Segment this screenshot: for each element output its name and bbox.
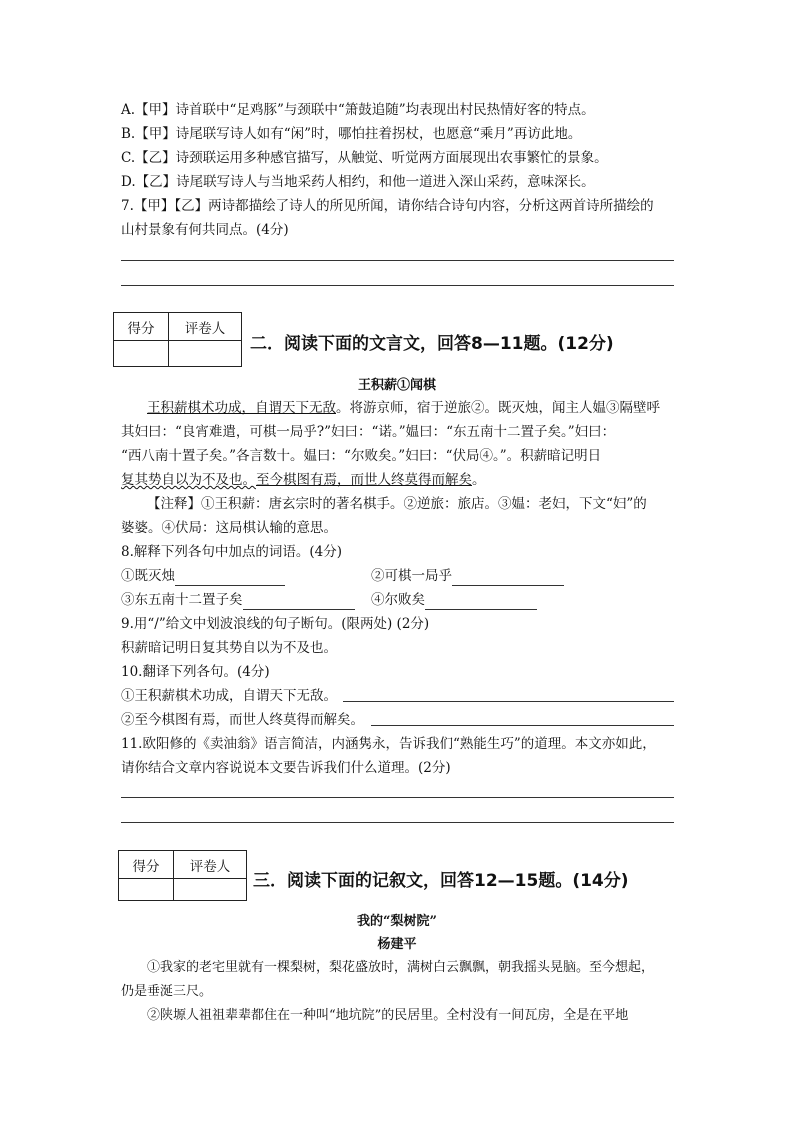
passage-line4: 复其势自以为不及也。至今棋图有焉，而世人终莫得而解矣。 [121,472,486,488]
answer-line[interactable] [121,822,674,823]
q8-item-1: ①既灭烛 [121,566,285,586]
q9-sentence: 积薪暗记明日复其势自以为不及也。 [121,640,337,656]
story-title: 我的“梨树院” [357,914,437,929]
question-8: 8.解释下列各句中加点的词语。(4分) [121,544,343,560]
question-9: 9.用“/”给文中划波浪线的句子断句。(限两处) (2分) [121,616,430,632]
question-10: 10.翻译下列各句。(4分) [121,664,270,680]
story-para1-line1: ①我家的老宅里就有一棵梨树，梨花盛放时，满树白云飘飘，朝我摇头晃脑。至今想起， [147,960,655,975]
answer-line[interactable] [121,797,674,798]
section-3-heading: 三．阅读下面的记叙文，回答12—15题。(14分) [253,871,629,891]
q8-3-blank[interactable] [243,595,355,610]
annotation-line2: 婆婆。④伏局：这局棋认输的意思。 [121,520,337,536]
section-2-heading: 二．阅读下面的文言文，回答8—11题。(12分) [250,334,614,354]
q10-item-2: ②至今棋图有焉，而世人终莫得而解矣。 [121,712,364,728]
q8-1-blank[interactable] [175,571,285,586]
q8-item-2: ②可棋一局乎 [371,566,564,586]
score-cell[interactable] [119,879,174,901]
score-box [113,312,242,367]
wavy-sentence: 复其势自以为不及也。 [121,472,256,488]
question-11-line1: 11.欧阳修的《卖油翁》语言简洁，内涵隽永，告诉我们“熟能生巧”的道理。本文亦如此， [121,736,656,752]
q10-2-answer-line[interactable] [371,725,674,726]
reviewer-cell[interactable] [169,341,242,367]
question-7-line2: 山村景象有何共同点。(4分) [121,222,289,238]
score-box [118,850,247,901]
passage-title: 王积薪①闻棋 [357,378,436,393]
q8-2-blank[interactable] [452,571,564,586]
question-11-line2: 请你结合文章内容说说本文要告诉我们什么道理。(2分) [121,760,451,776]
reviewer-label: 评卷人 [169,313,242,341]
passage-line1: 王积薪棋术功成，自谓天下无敌。将游京师，宿于逆旅②。既灭烛，闻主人媪③隔壁呼 [147,400,660,416]
passage-line3: “西八南十置子矣。”各言数十。媪曰：“尔败矣。”妇曰：“伏局④。”。积薪暗记明日 [121,448,602,464]
option-d: D.【乙】诗尾联写诗人与当地采药人相约，和他一道进入深山采药，意味深长。 [121,174,595,190]
q8-item-3: ③东五南十二置子矣 [121,590,355,610]
reviewer-cell[interactable] [174,879,247,901]
q8-4-blank[interactable] [425,595,537,610]
q8-item-4: ④尔败矣 [371,590,537,610]
q10-1-answer-line[interactable] [343,701,674,702]
score-label: 得分 [114,313,169,341]
passage-line2: 其妇曰：“良宵难遣，可棋一局乎?”妇曰：“诺。”媪曰：“东五南十二置子矣。”妇曰： [121,424,616,440]
q10-item-1: ①王积薪棋术功成，自谓天下无敌。 [121,688,337,704]
underlined-sentence-2: 至今棋图有焉，而世人终莫得而解矣 [256,472,472,488]
score-label: 得分 [119,851,174,879]
score-cell[interactable] [114,341,169,367]
underlined-sentence-1: 王积薪棋术功成，自谓天下无敌 [147,400,336,416]
annotation-line1: 【注释】①王积薪：唐玄宗时的著名棋手。②逆旅：旅店。③媪：老妇，下文“妇”的 [147,496,647,512]
option-c: C.【乙】诗颈联运用多种感官描写，从触觉、听觉两方面展现出农事繁忙的景象。 [121,150,608,166]
story-para2-line1: ②陕塬人祖祖辈辈都住在一种叫“地坑院”的民居里。全村没有一间瓦房，全是在平地 [147,1008,629,1023]
option-a: A.【甲】诗首联中“足鸡豚”与颈联中“箫鼓追随”均表现出村民热情好客的特点。 [121,102,595,118]
story-para1-line2: 仍是垂涎三尺。 [121,984,213,999]
answer-line[interactable] [121,260,674,261]
answer-line[interactable] [121,285,674,286]
question-7-line1: 7.【甲】【乙】两诗都描绘了诗人的所见所闻，请你结合诗句内容，分析这两首诗所描绘的 [121,198,654,214]
option-b: B.【甲】诗尾联写诗人如有“闲”时，哪怕拄着拐杖，也愿意“乘月”再访此地。 [121,126,582,142]
reviewer-label: 评卷人 [174,851,247,879]
story-author: 杨建平 [377,937,417,952]
